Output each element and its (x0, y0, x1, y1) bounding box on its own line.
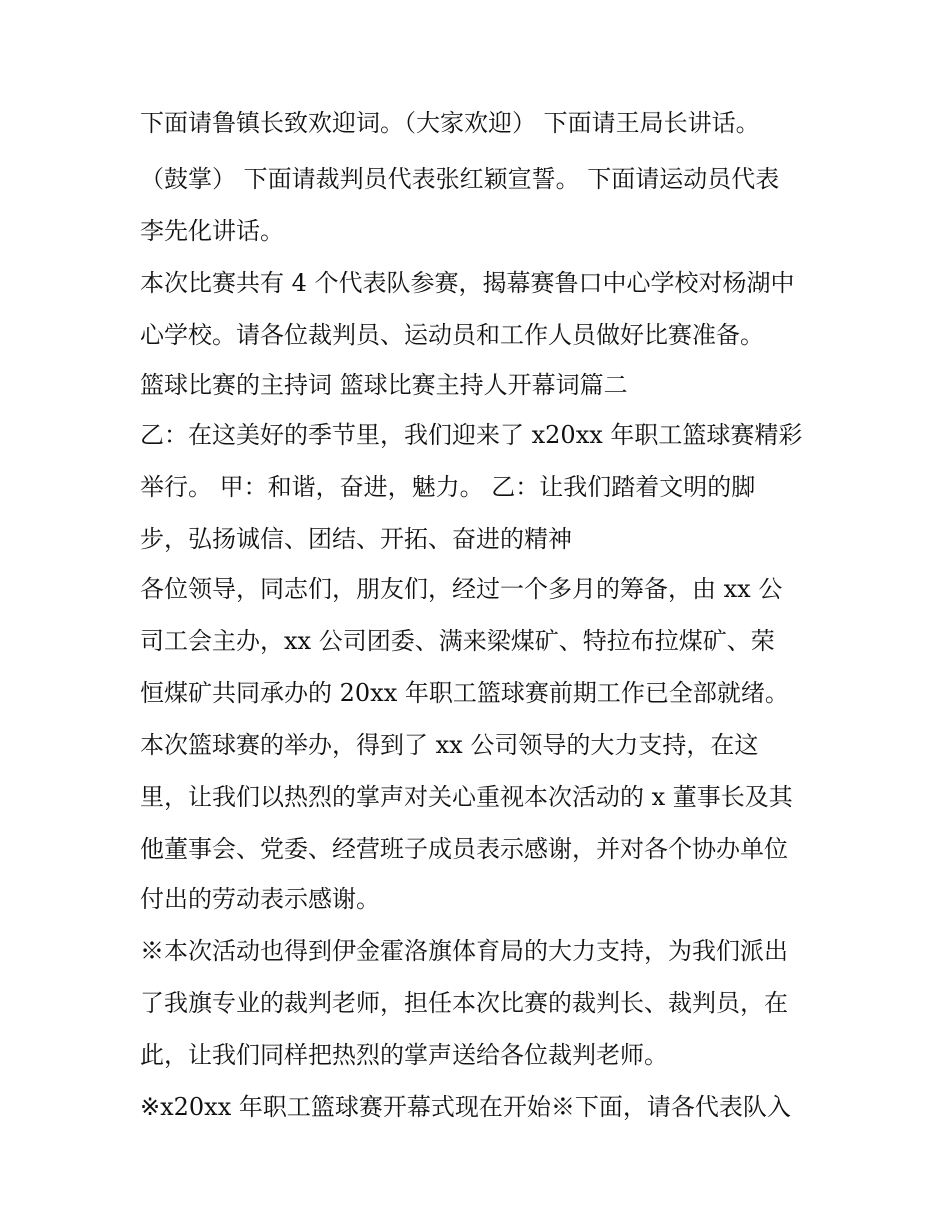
text-line: 篮球比赛的主持词 篮球比赛主持人开幕词篇二 (140, 371, 628, 399)
text-line: 各位领导，同志们，朋友们，经过一个多月的筹备，由 xx 公 (140, 575, 783, 603)
text-line: 了我旗专业的裁判老师，担任本次比赛的裁判长、裁判员，在 (140, 989, 788, 1017)
text-line: 付出的劳动表示感谢。 (140, 885, 380, 913)
text-line: 心学校。请各位裁判员、运动员和工作人员做好比赛准备。 (140, 321, 764, 349)
text-line: 李先化讲话。 (140, 217, 284, 245)
text-line: 举行。 甲：和谐，奋进，魅力。 乙：让我们踏着文明的脚 (140, 473, 756, 501)
text-line: 他董事会、党委、经营班子成员表示感谢，并对各个协办单位 (140, 835, 788, 863)
text-line: 乙：在这美好的季节里，我们迎来了 x20xx 年职工篮球赛精彩 (140, 421, 803, 449)
text-line: 步，弘扬诚信、团结、开拓、奋进的精神 (140, 525, 572, 553)
text-line: （鼓掌） 下面请裁判员代表张红颖宣誓。 下面请运动员代表 (140, 165, 780, 193)
text-line: 下面请鲁镇长致欢迎词。（大家欢迎） 下面请王局长讲话。 (140, 109, 760, 137)
text-line: 司工会主办，xx 公司团委、满来梁煤矿、特拉布拉煤矿、荣 (140, 627, 775, 655)
text-line: 此，让我们同样把热烈的掌声送给各位裁判老师。 (140, 1041, 668, 1069)
text-line: 本次篮球赛的举办，得到了 xx 公司领导的大力支持，在这 (140, 731, 759, 759)
text-line: 里，让我们以热烈的掌声对关心重视本次活动的 x 董事长及其 (140, 783, 793, 811)
text-line: 本次比赛共有 4 个代表队参赛，揭幕赛鲁口中心学校对杨湖中 (140, 269, 795, 297)
text-line: ※x20xx 年职工篮球赛开幕式现在开始※下面，请各代表队入 (140, 1093, 791, 1121)
text-line: 恒煤矿共同承办的 20xx 年职工篮球赛前期工作已全部就绪。 (140, 679, 789, 707)
text-line: ※本次活动也得到伊金霍洛旗体育局的大力支持，为我们派出 (140, 937, 788, 965)
